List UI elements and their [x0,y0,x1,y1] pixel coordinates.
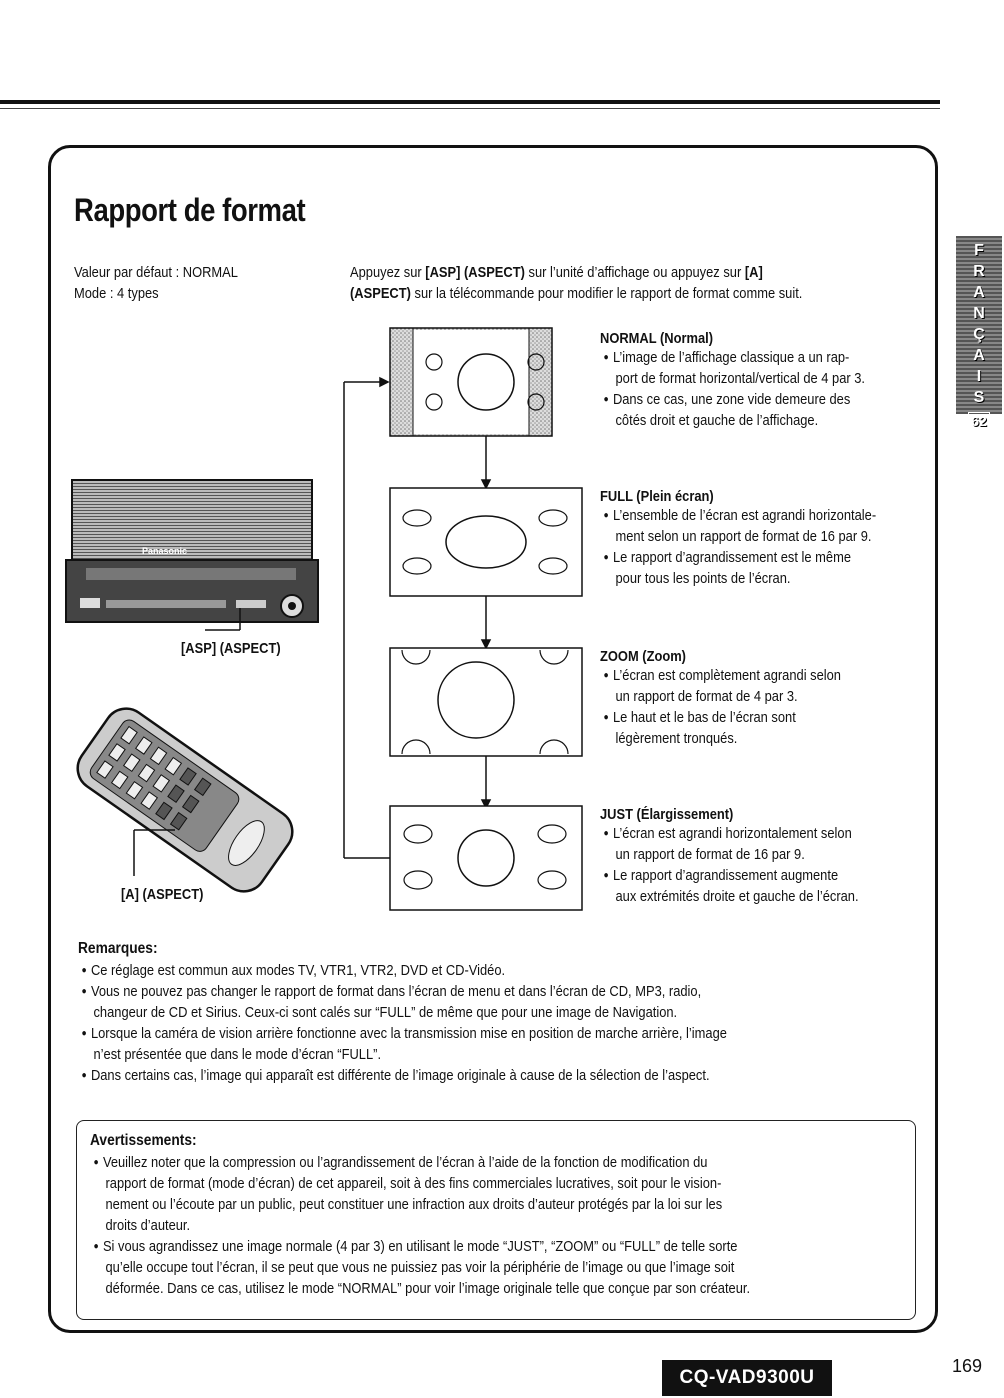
warning-item: ● Si vous agrandissez une image normale (4 par 3) en utilisant le mode “JUST”, “ZOOM” ou “FULL” de telle sorte qu’elle occupe tout l’écran, il se peut que vous ne puissiez pas voir la périphérie de l’image ou que l’image soit déformée. Dans ce cas, utilisez le mode “NORMAL” pour voir l’image originale telle que conçue par son créateur. [90,1236,750,1299]
tab-letter: A [973,347,985,364]
mode-normal [600,330,865,431]
flow-connectors [344,378,490,858]
tab-letter: N [973,305,985,322]
mode-full [600,488,876,589]
intro-a: [A] [744,264,763,281]
model-badge: CQ-VAD9300U [662,1360,832,1396]
intro-text-b: sur l’unité d’affichage ou appuyez sur [524,264,745,281]
remark-item: ● Ce réglage est commun aux modes TV, VTR1, VTR2, DVD et CD-Vidéo. [78,960,800,981]
remote-illustration [69,700,301,900]
remarks-section [78,940,800,1086]
mode-title: ZOOM (Zoom) [600,648,686,665]
mode-zoom [600,648,841,749]
tab-page-number: 62 [968,412,990,430]
remarks-title: Remarques: [78,940,158,957]
mode-bullet: ● L’écran est agrandi horizontalement selon un rapport de format de 16 par 9. [600,823,859,865]
mode-bullet: ● L’ensemble de l’écran est agrandi horizontale- ment selon un rapport de format de 16 par 9. [600,505,876,547]
mode-just [600,806,859,907]
tab-letter: F [974,242,984,259]
mode-bullet: ● Le haut et le bas de l’écran sont légèrement tronqués. [600,707,841,749]
mode-count: Mode : 4 types [74,285,159,302]
zoom-screen [390,648,582,756]
mode-bullet: ● L’écran est complètement agrandi selon un rapport de format de 4 par 3. [600,665,841,707]
head-unit-illustration [66,480,318,630]
mode-title: NORMAL (Normal) [600,330,713,347]
default-value: Valeur par défaut : NORMAL [74,264,238,281]
just-screen [390,806,582,910]
mode-title: FULL (Plein écran) [600,488,714,505]
normal-screen [390,328,552,436]
asp-button-label: [ASP] (ASPECT) [181,640,281,657]
page-number: 169 [952,1356,983,1376]
full-screen [390,488,582,596]
mode-title: JUST (Élargissement) [600,806,734,823]
warnings-section [90,1132,750,1299]
intro-text-c: sur la télécommande pour modifier le rapport de format comme suit. [410,285,803,302]
intro-text-a: Appuyez sur [350,264,426,281]
warning-item: ● Veuillez noter que la compression ou l’agrandissement de l’écran à l’aide de la fonction de modification du rapport de format (mode d’écran) de cet appareil, soit à des fins commerciales lucratives, soit pour le vision- nement ou l’écoute par un public, peut constituer une infraction aux droits d’auteur protégés par la loi sur les droits d’auteur. [90,1152,750,1236]
mode-bullet: ● L’image de l’affichage classique a un rap- port de format horizontal/vertical de 4 par 3. [600,347,865,389]
mode-bullet: ● Dans ce cas, une zone vide demeure des côtés droit et gauche de l’affichage. [600,389,865,431]
remark-item: ● Lorsque la caméra de vision arrière fonctionne avec la transmission mise en position de marche arrière, l’image n’est présentée que dans le mode d’écran “FULL”. [78,1023,800,1065]
mode-bullet: ● Le rapport d’agrandissement augmente aux extrémités droite et gauche de l’écran. [600,865,859,907]
remark-item: ● Vous ne pouvez pas changer le rapport de format dans l’écran de menu et dans l’écran de CD, MP3, radio, changeur de CD et Sirius. Ceux-ci sont calés sur “FULL” de même que pour une image de Navigation. [78,981,800,1023]
page-title: Rapport de format [74,192,306,228]
tab-letter: S [973,389,985,406]
tab-letter: R [973,263,985,280]
tab-letter: A [973,284,985,301]
mode-bullet: ● Le rapport d’agrandissement est le même pour tous les points de l’écran. [600,547,876,589]
intro-asp: [ASP] (ASPECT) [425,264,525,281]
tab-letter: Ç [973,326,985,343]
intro-aspect: (ASPECT) [350,285,411,302]
tab-letter: I [976,368,982,385]
remark-item: ● Dans certains cas, l’image qui apparaît est différente de l’image originale à cause de la sélection de l’aspect. [78,1065,800,1086]
warnings-title: Avertissements: [90,1132,197,1149]
brand-logo: Panasonic [142,546,188,556]
remote-a-label: [A] (ASPECT) [121,886,204,903]
